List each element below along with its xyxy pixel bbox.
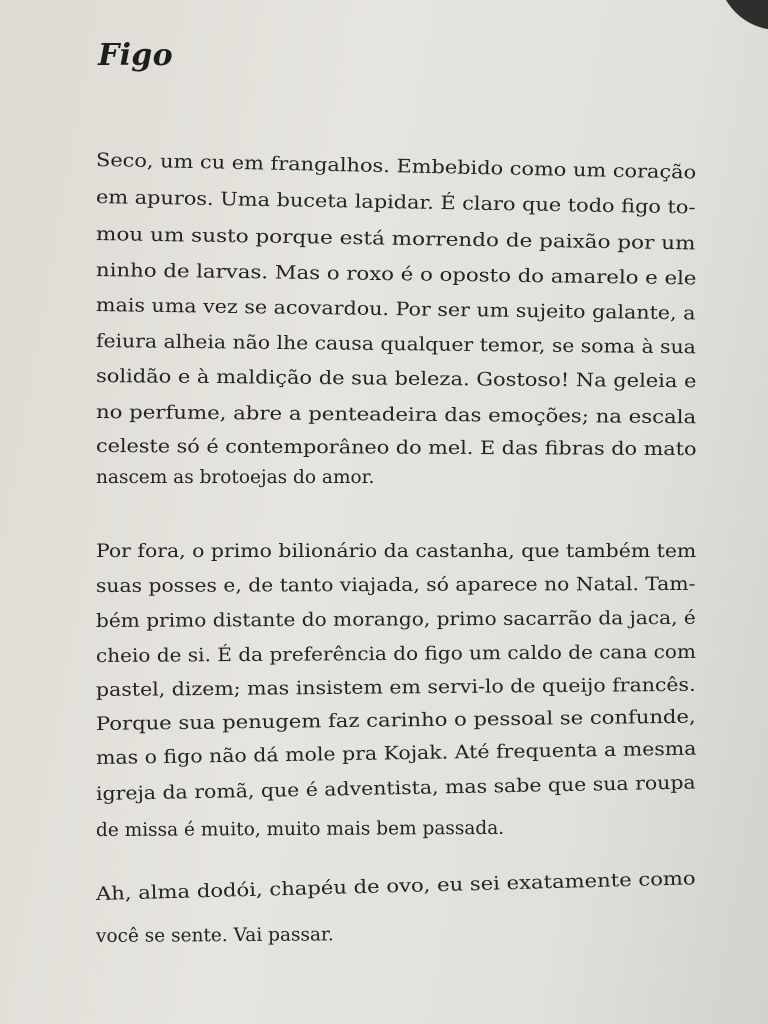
text-line: ninho de larvas. Mas o roxo é o oposto do amarelo e ele	[95, 260, 697, 290]
text-line: celeste só é contemporâneo do mel. E das fibras do mato	[95, 436, 697, 461]
text-line: mou um susto porque está morrendo de paixão por um	[95, 224, 696, 255]
text-line: cheio de si. É da preferência do figo um caldo de cana com	[95, 641, 697, 667]
text-line: pastel, dizem; mas insistem em servi-lo de queijo francês.	[95, 674, 696, 701]
text-line: mas o figo não dá mole pra Kojak. Até frequenta a mesma	[95, 738, 697, 769]
text-line: mais uma vez se acovardou. Por ser um sujeito galante, a	[95, 295, 696, 325]
text-line: Porque sua penugem faz carinho o pessoal se confunde,	[95, 706, 696, 735]
text-line: solidão e à maldição de sua beleza. Gostoso! Na geleia e	[95, 366, 697, 393]
text-line: Por fora, o primo bilionário da castanha, que também tem	[96, 541, 697, 562]
poem-title: Figo	[98, 38, 173, 73]
text-line: Ah, alma dodói, chapéu de ovo, eu sei exatamente como	[95, 868, 696, 905]
text-line: suas posses e, de tanto viajada, só aparece no Natal. Tam-	[95, 573, 696, 597]
text-line: bém primo distante do morango, primo sacarrão da jaca, é	[95, 607, 696, 632]
text-line: Seco, um cu em frangalhos. Embebido como um coração	[95, 150, 697, 184]
text-line: nascem as brotoejas do amor.	[96, 467, 375, 488]
text-line: no perfume, abre a penteadeira das emoções; na escala	[95, 402, 697, 429]
text-line: de missa é muito, muito mais bem passada.	[95, 817, 505, 841]
text-line: em apuros. Uma buceta lapidar. É claro que todo figo to-	[95, 187, 696, 219]
page-corner-shadow	[718, 0, 768, 30]
text-line: você se sente. Vai passar.	[95, 924, 334, 947]
text-line: feiura alheia não lhe causa qualquer temor, se soma à sua	[95, 331, 696, 359]
text-line: igreja da romã, que é adventista, mas sabe que sua roupa	[95, 772, 696, 805]
